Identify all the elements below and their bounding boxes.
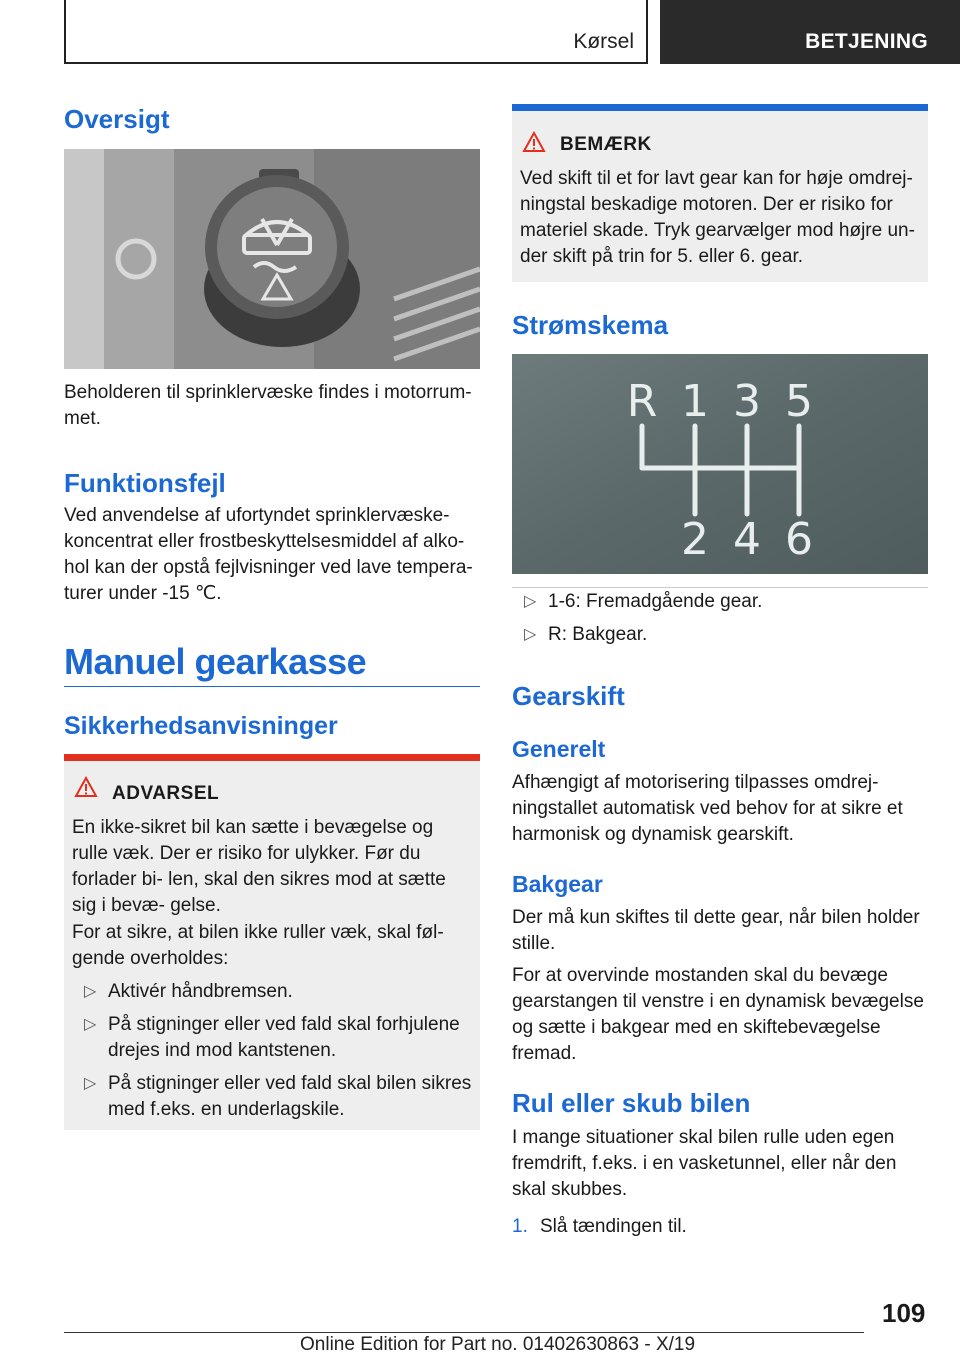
safety-heading: Sikkerhedsanvisninger <box>64 712 338 740</box>
note-text: Ved skift til et for lavt gear kan for høje omdrej- ningstal beskadige motoren. Der er risiko for materiel skade. Tryk gearvælger mod højre un- der skift på trin for 5. eller 6. gear. <box>520 168 915 267</box>
reservoir-photo <box>64 149 480 369</box>
schema-heading: Strømskema <box>512 310 669 340</box>
list-item <box>512 622 928 648</box>
note-triangle-icon <box>522 131 546 153</box>
rul-heading: Rul eller skub bilen <box>512 1088 751 1118</box>
warning-list <box>72 979 474 1130</box>
oversigt-heading: Oversigt <box>64 104 170 134</box>
bakgear-heading: Bakgear <box>512 871 603 897</box>
header-section-box <box>64 0 648 64</box>
gear-schema-diagram <box>512 354 928 574</box>
bakgear-text-2: For at overvinde mostanden skal du bevæge gearstangen til venstre i en dynamisk bevægelse og sætte i bakgear med en skiftebevægelse fremad. <box>512 965 924 1064</box>
chapter-heading: Manuel gearkasse <box>64 641 367 682</box>
generelt-heading: Generelt <box>512 736 606 762</box>
warning-triangle-icon <box>74 776 98 798</box>
schema-list-rule-top <box>512 587 928 588</box>
gearskift-heading: Gearskift <box>512 681 625 711</box>
triangle-bullet-icon: ▷ <box>84 1075 97 1092</box>
step-text: Slå tændingen til. <box>540 1216 687 1237</box>
triangle-bullet-icon: ▷ <box>524 593 537 610</box>
note-title: BEMÆRK <box>560 134 652 155</box>
triangle-bullet-icon: ▷ <box>524 626 537 643</box>
header-chapter-label: BETJENING <box>805 30 928 53</box>
rul-text: I mange situationer skal bilen rulle uden egen fremdrift, f.eks. i en vasketunnel, eller når den skal skubbes. <box>512 1127 897 1200</box>
oversigt-caption: Beholderen til sprinklervæske findes i motorrum- met. <box>64 382 472 429</box>
header-chapter-box <box>660 0 960 64</box>
list-item-text: R: Bakgear. <box>548 624 648 645</box>
gear-label-5: 5 <box>785 376 813 427</box>
triangle-bullet-icon: ▷ <box>84 983 97 1000</box>
gear-label-2: 2 <box>681 514 709 565</box>
list-item-text: 1-6: Fremadgående gear. <box>548 591 763 612</box>
note-box <box>512 104 928 282</box>
reservoir-illustration <box>64 149 480 369</box>
gear-schema-image <box>512 354 928 574</box>
list-item <box>72 1071 474 1123</box>
gear-label-r: R <box>626 376 658 427</box>
gear-label-1: 1 <box>681 376 709 427</box>
list-item <box>72 979 474 1005</box>
page-number: 109 <box>882 1298 926 1328</box>
list-item-text: På stigninger eller ved fald skal forhjulene drejes ind mod kantstenen. <box>108 1014 460 1061</box>
list-item-text: Aktivér håndbremsen. <box>108 981 293 1002</box>
bakgear-text-1: Der må kun skiftes til dette gear, når bilen holder stille. <box>512 907 920 954</box>
funktionsfejl-text: Ved anvendelse af ufortyndet sprinklervæske- koncentrat eller frostbeskyttelsesmiddel af alko- hol kan der opstå fejlvisninger ved lave tempera- turer under -15 ℃. <box>64 505 473 604</box>
warning-text-1: En ikke-sikret bil kan sætte i bevægelse og rulle væk. Der er risiko for ulykker. Før du forlader bi- len, skal den sikres mod at sætte sig i bevæ- gelse. <box>72 817 446 916</box>
header-section-label: Kørsel <box>573 30 634 53</box>
gear-label-4: 4 <box>733 514 761 565</box>
footer-edition: Online Edition for Part no. 01402630863 - X/19 <box>300 1334 696 1355</box>
funktionsfejl-heading: Funktionsfejl <box>64 468 226 498</box>
footer-rule <box>64 1332 864 1333</box>
generelt-text: Afhængigt af motorisering tilpasses omdrej- ningstallet automatisk ved behov for at sikre et harmonisk og dynamisk gearskift. <box>512 772 903 845</box>
gear-label-3: 3 <box>733 376 761 427</box>
warning-text-2: For at sikre, at bilen ikke ruller væk, skal føl- gende overholdes: <box>72 922 444 969</box>
list-item-text: På stigninger eller ved fald skal bilen sikres med f.eks. en underlagskile. <box>108 1073 472 1120</box>
warning-title: ADVARSEL <box>112 783 220 804</box>
note-bar <box>512 104 928 111</box>
list-item <box>72 1012 474 1064</box>
warning-bar <box>64 754 480 761</box>
warning-box <box>64 754 480 1130</box>
step-number: 1. <box>512 1216 528 1237</box>
schema-list <box>512 589 928 655</box>
list-item <box>512 589 928 615</box>
chapter-rule <box>64 686 480 687</box>
gear-label-6: 6 <box>785 514 813 565</box>
triangle-bullet-icon: ▷ <box>84 1016 97 1033</box>
